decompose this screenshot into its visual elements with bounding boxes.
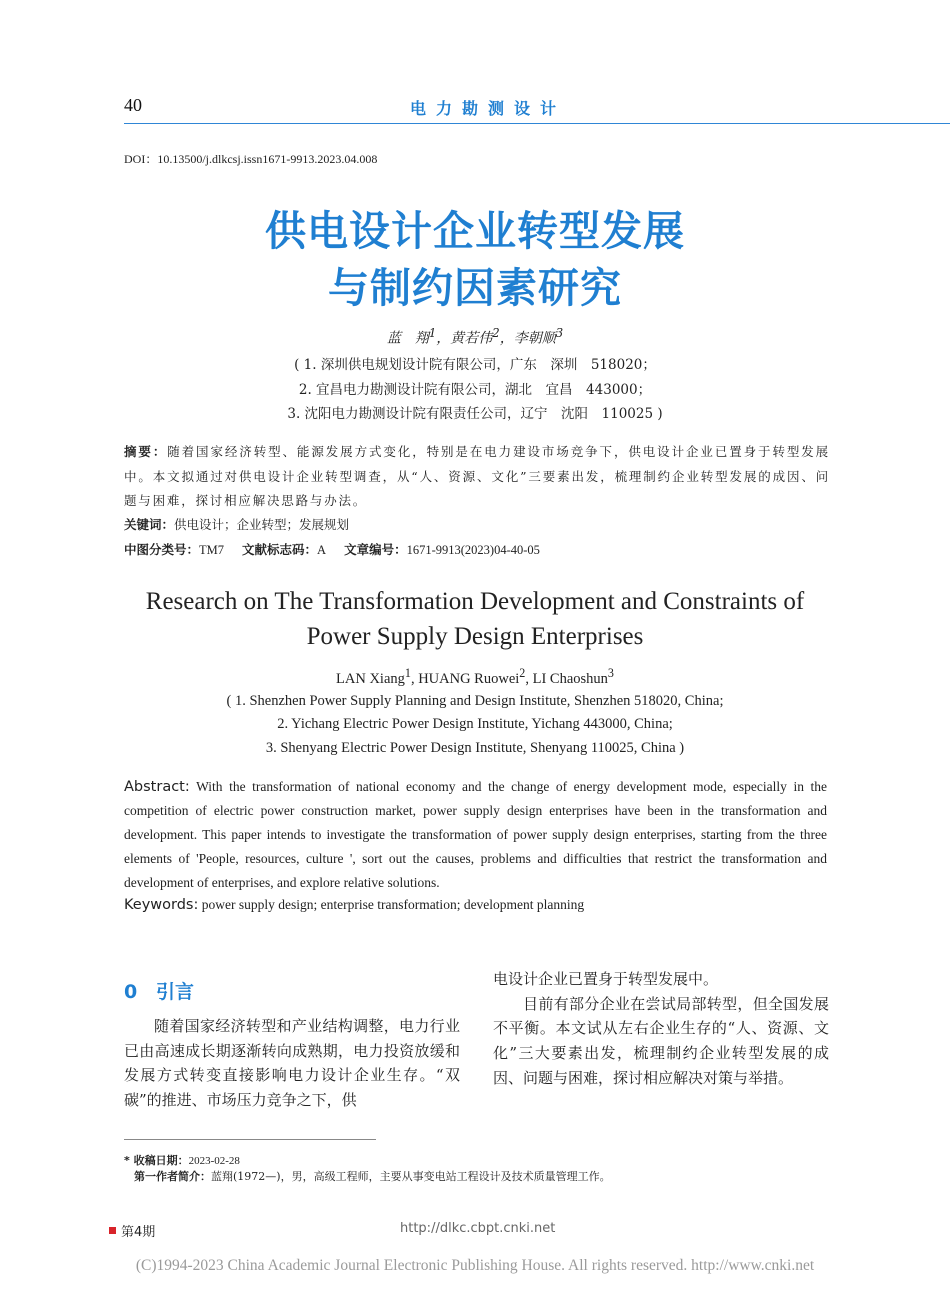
author-cn-1-sup: 1 [428,326,437,340]
keywords-en-text: power supply design; enterprise transformation; development planning [198,897,585,912]
received-label: * 收稿日期： [124,1154,189,1167]
footer-marker-icon [109,1227,116,1234]
affiliation-en-3: 3. Shenyang Electric Power Design Institute, Shenyang 110025, China ) [265,740,685,756]
author-en-sep-1: , [410,670,419,687]
classification-line [124,538,830,563]
keywords-en [124,897,584,913]
clc-label: 中图分类号： [124,542,200,557]
title-cn-line-2: 与制约因素研究 [328,264,622,312]
footnote-author [134,1168,611,1184]
abstract-cn-label: 摘要： [124,444,168,459]
title-en-line-2: Power Supply Design Enterprises [306,623,644,650]
author-en-3: LI Chaoshun [532,670,608,687]
affiliation-cn-1: ( 1. 深圳供电规划设计院有限公司，广东 深圳 518020； [294,357,656,373]
body-column-left [124,1014,460,1113]
issue-number: 第4期 [121,1225,156,1240]
section-title: 引言 [156,981,195,1003]
article-number-value: 1671-9913(2023)04-40-05 [406,543,540,557]
doc-code-label: 文献标志码： [242,542,318,557]
abstract-en-text: With the transformation of national economy and the change of energy development mode, especially in the competition of electric power construction market, power supply design enterprises have been in the transformation and development. This paper intends to investigate the transformation of power supply design enterprises, starting from the three elements of 'People, resources, culture ', sort out the causes, problems and difficulties that restrict the transformation and development of enterprises, and explore relative solutions. [124,779,827,890]
abstract-en-label: Abstract: [124,779,190,795]
body-paragraph: 随着国家经济转型和产业结构调整，电力行业已由高速成长期逐渐转向成熟期，电力投资放缓和发展方式转变直接影响电力设计企业生存。“双碳”的推进、市场压力竞争之下，供 [124,1017,460,1110]
journal-name: 电力勘测设计 [410,99,567,118]
author-cn-sep-2: ， [499,330,514,347]
abstract-en [124,775,827,895]
author-en-3-sup: 3 [607,666,614,680]
clc-value: TM7 [199,543,225,557]
author-en-1: LAN Xiang [336,670,405,687]
body-paragraph-continued: 电设计企业已置身于转型发展中。 [493,970,719,988]
doc-code-value: A [317,543,327,557]
author-cn-2: 黄若伟 [450,330,493,347]
author-bio-text: 蓝翔(1972—)，男，高级工程师，主要从事变电站工程设计及技术质量管理工作。 [211,1170,611,1183]
article-number-label: 文章编号： [344,542,407,557]
author-cn-sep-1: ， [436,330,451,347]
title-en-line-1: Research on The Transformation Development and Constraints of [145,588,805,615]
footnote-received [124,1152,240,1168]
doi: DOI：10.13500/j.dlkcsj.issn1671-9913.2023.04.008 [124,152,378,166]
authors-en [0,666,950,688]
author-cn-3: 李朝顺 [513,330,556,347]
affiliation-cn-2: 2. 宜昌电力勘测设计院有限公司，湖北 宜昌 443000； [298,382,652,398]
abstract-cn-text: 随着国家经济转型、能源发展方式变化，特别是在电力建设市场竞争下，供电设计企业已置身于转型发展中。本文拟通过对供电设计企业转型调查，从“人、资源、文化”三要素出发，梳理制约企业转型发展的成因、问题与困难，探讨相应解决思路与办法。 [124,444,830,508]
author-cn-3-sup: 3 [555,326,564,340]
keywords-cn-text: 供电设计；企业转型；发展规划 [174,517,350,532]
author-bio-label: 第一作者简介： [134,1170,211,1183]
affiliation-en-2: 2. Yichang Electric Power Design Institute, Yichang 443000, China; [277,716,673,732]
title-cn-line-1: 供电设计企业转型发展 [265,207,685,255]
body-column-right [493,967,829,1091]
author-cn-1: 蓝 翔 [386,330,429,347]
footnote-rule [124,1139,376,1140]
keywords-cn-label: 关键词： [124,517,175,532]
author-en-sep-2: , [525,670,533,687]
author-cn-2-sup: 2 [492,326,500,340]
keywords-en-label: Keywords: [124,897,199,913]
footer-url[interactable]: http://dlkc.cbpt.cnki.net [400,1221,556,1236]
keywords-cn [124,513,830,538]
page-number: 40 [124,95,142,115]
section-heading [124,977,194,1004]
header-rule [124,123,950,124]
affiliation-cn-3: 3. 沈阳电力勘测设计院有限责任公司，辽宁 沈阳 110025 ) [287,406,663,422]
abstract-cn [124,440,830,514]
authors-cn [0,326,950,348]
copyright-notice: (C)1994-2023 China Academic Journal Electronic Publishing House. All rights reserved. http://www.cnki.net [135,1257,815,1274]
section-number: 0 [124,981,138,1003]
author-en-2-sup: 2 [519,666,526,680]
author-en-2: HUANG Ruowei [418,670,520,687]
affiliation-en-1: ( 1. Shenzhen Power Supply Planning and Design Institute, Shenzhen 518020, China; [226,693,724,709]
body-paragraph: 目前有部分企业在尝试局部转型，但全国发展不平衡。本文试从左右企业生存的“人、资源、文化”三大要素出发，梳理制约企业转型发展的成因、问题与困难，探讨相应解决对策与举措。 [493,994,829,1087]
received-date: 2023-02-28 [188,1155,240,1167]
author-en-1-sup: 1 [404,666,411,680]
